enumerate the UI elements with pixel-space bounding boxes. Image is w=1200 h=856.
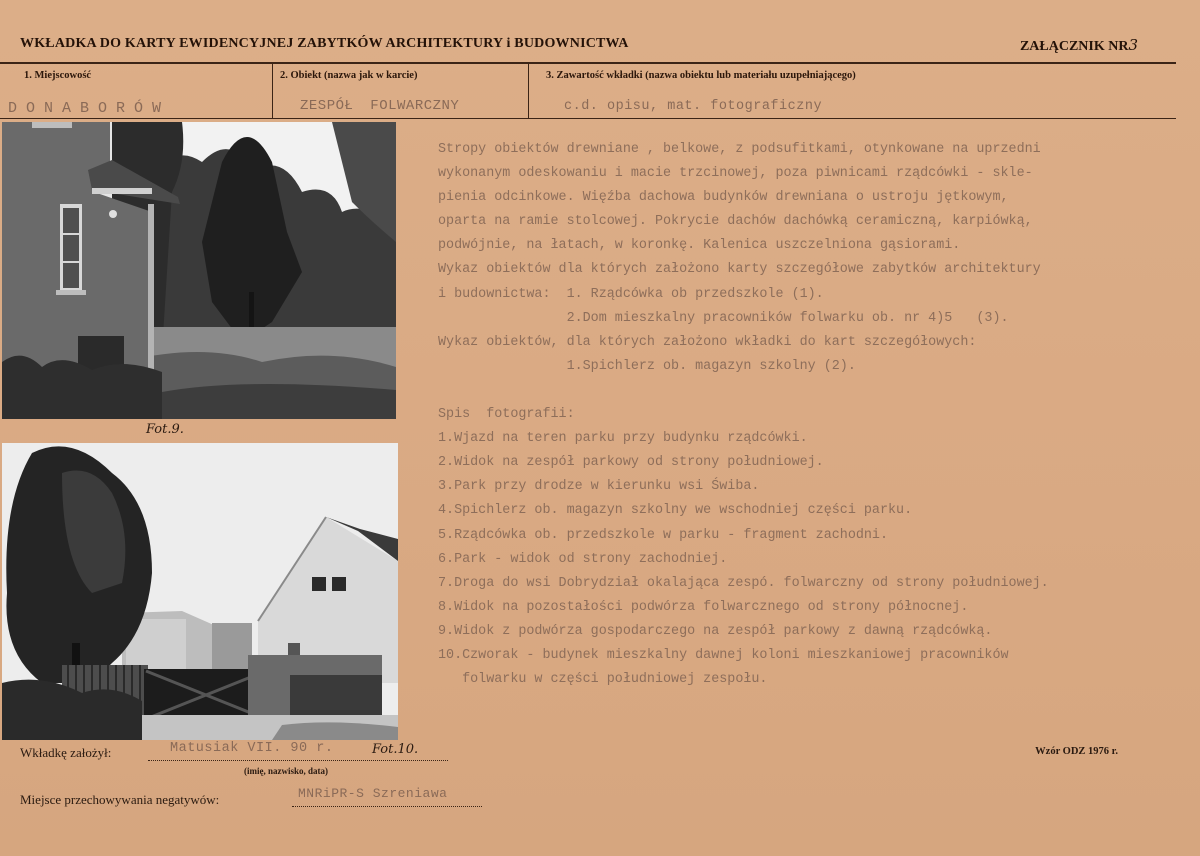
negatives-label: Miejsce przechowywania negatywów: [20,792,220,807]
photo-fot-10 [2,443,398,740]
description-line: Spis fotografii: [438,407,575,423]
annex-number [1020,36,1138,55]
description-line: i budownictwa: 1. Rządcówka ob przedszkole (1). [438,286,824,302]
description-line: 2.Dom mieszkalny pracowników folwarku ob. nr 4)5 (3). [438,310,1009,326]
description-line: 1.Wjazd na teren parku przy budynku rządcówki. [438,431,808,447]
description-text [438,138,1198,692]
photo-fot-9-image [2,122,396,419]
description-line: folwarku w części południowej zespołu. [438,672,768,688]
description-line: oparta na ramie stolcowej. Pokrycie dachów dachówką ceramiczną, karpiówką, [438,214,1033,230]
description-line: wykonanym odeskowaniu i macie trzcinowej, poza piwnicami rządcówki - skle- [438,166,1033,182]
description-line: podwójnie, na łatach, w koronkę. Kalenica uszczelniona gąsiorami. [438,238,961,254]
author-sub: (imię, nazwisko, data) [244,766,328,776]
description-line: 10.Czworak - budynek mieszkalny dawnej koloni mieszkaniowej pracowników [438,647,1009,663]
object-label: 2. Obiekt (nazwa jak w karcie) [280,70,418,81]
header-rule-bottom [0,118,1176,119]
photo-fot-9-caption: Fot.9. [146,422,184,437]
object-value: ZESPÓŁ FOLWARCZNY [300,98,460,114]
description-line: 5.Rządcówka ob. przedszkole w parku - fragment zachodni. [438,527,888,543]
header-divider-1 [272,64,273,118]
photo-fot-10-image [2,443,398,740]
form-code: Wzór ODZ 1976 r. [1035,746,1118,757]
description-line: 4.Spichlerz ob. magazyn szkolny we wschodniej części parku. [438,503,913,519]
description-line: 2.Widok na zespół parkowy od strony południowej. [438,455,824,471]
header-rule-top [0,62,1176,64]
description-line: 8.Widok na pozostałości podwórza folwarcznego od strony północnej. [438,599,969,615]
negatives-line [292,806,482,807]
author-value: Matusiak VII. 90 r. [170,741,334,756]
annex-number-value: 3 [1128,36,1138,54]
author-label: Wkładkę założył: [20,745,112,760]
description-line: Stropy obiektów drewniane , belkowe, z podsufitkami, otynkowane na uprzedni [438,142,1041,157]
header-divider-2 [528,64,529,118]
description-line: 9.Widok z podwórza gospodarczego na zespół parkowy z dawną rządcówką. [438,623,993,639]
locality-value: DONABORÓW [8,100,171,117]
description-line: Wykaz obiektów dla których założono karty szczegółowe zabytków architektury [438,262,1041,278]
description-line: 6.Park - widok od strony zachodniej. [438,551,728,567]
author-line [148,760,448,761]
description-line [438,379,1198,403]
annex-label: ZAŁĄCZNIK NR [1019,39,1129,54]
description-line: 3.Park przy drodze w kierunku wsi Świba. [438,479,760,495]
description-line: 7.Droga do wsi Dobrydział okalająca zespó. folwarczny od strony południowej. [438,575,1049,591]
form-title: WKŁADKA DO KARTY EWIDENCYJNEJ ZABYTKÓW ARCHITEKTURY i BUDOWNICTWA [20,36,629,51]
description-line: pienia odcinkowe. Więźba dachowa budynków drewniana o ustroju jętkowym, [438,190,1009,206]
content-label: 3. Zawartość wkładki (nazwa obiektu lub materiału uzupełniającego) [546,70,856,81]
photo-fot-10-caption: Fot.10. [372,742,419,757]
description-line: Wykaz obiektów, dla których założono wkładki do kart szczegółowych: [438,334,977,350]
content-value: c.d. opisu, mat. fotograficzny [564,99,823,114]
description-line: 1.Spichlerz ob. magazyn szkolny (2). [438,358,856,374]
locality-label: 1. Miejscowość [24,70,92,81]
photo-fot-9 [2,122,396,419]
negatives-value: MNRiPR-S Szreniawa [298,786,448,801]
